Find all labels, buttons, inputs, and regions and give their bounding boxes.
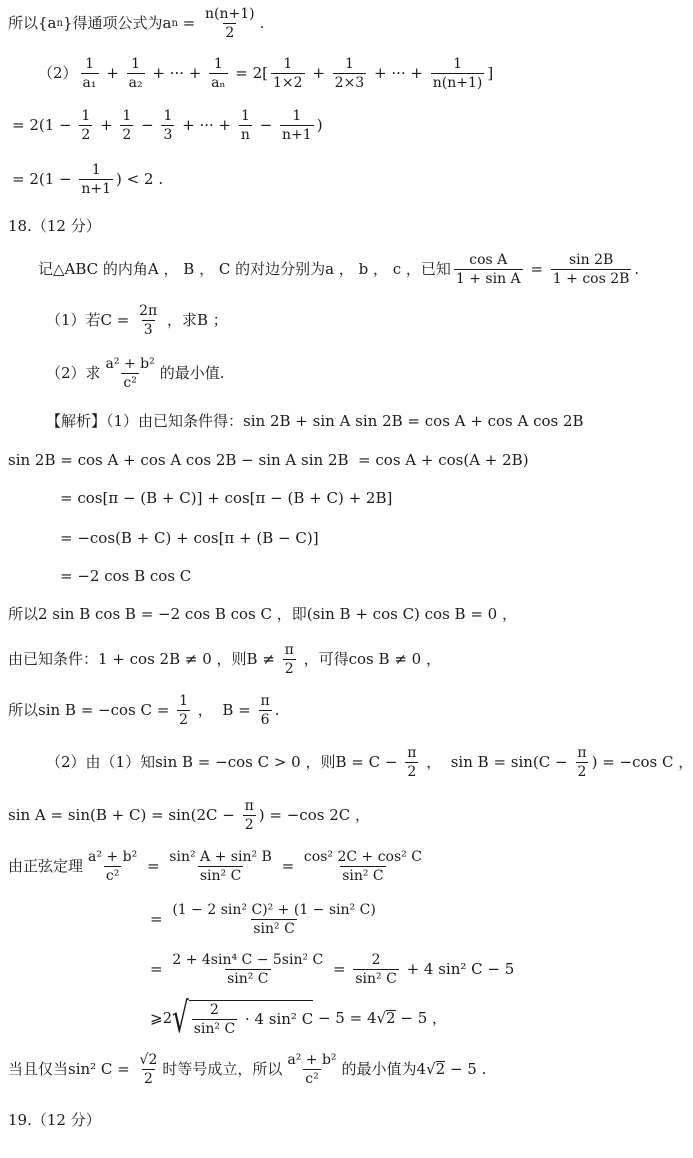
text: 所以sin B = −cos C = (8, 700, 175, 719)
fraction (405, 745, 418, 780)
fraction (138, 1052, 160, 1087)
text: 当且仅当sin² C = (8, 1059, 135, 1078)
text: = (328, 959, 351, 978)
fraction (170, 952, 325, 987)
text: ⩾2 (150, 1008, 173, 1027)
text: = −2 cos B cos C (60, 567, 192, 585)
text: 时等号成立，所以 (162, 1059, 283, 1078)
radicand (189, 1000, 313, 1037)
denominator: c² (105, 868, 120, 885)
text: + 4 sin² C − 5 (401, 959, 515, 978)
numerator: cos² 2C + cos² C (303, 849, 422, 865)
fraction (177, 693, 190, 728)
numerator: 2 + 4sin⁴ C − 5sin² C (172, 952, 324, 968)
text: + ··· + (177, 115, 236, 134)
text: − 5 ， (395, 1008, 448, 1027)
text: . (634, 259, 640, 278)
formula-line-4 (12, 162, 163, 197)
fraction (203, 6, 257, 41)
square-root (426, 1061, 445, 1078)
numerator: sin² A + sin² B (169, 849, 272, 865)
text: （1）若C = (46, 310, 135, 329)
numerator: 1 (163, 108, 173, 124)
text: 【解析】（1）由已知条件得：sin 2B + sin A sin 2B = cos A + cos A cos 2B (46, 412, 584, 430)
denominator: sin² C (227, 971, 269, 988)
fraction (333, 56, 367, 91)
text: 所以2 sin B cos B = −2 cos B cos C ，即(sin B + cos C) cos B = 0 ， (8, 605, 517, 623)
denominator: sin² C (342, 868, 384, 885)
solution-line-12 (60, 530, 319, 547)
denominator: n+1 (81, 181, 112, 198)
text: sin 2B = cos A + cos A cos 2B − sin A sin 2B = cos A + cos(A + 2B) (8, 451, 529, 469)
denominator: sin² C (193, 1021, 236, 1038)
text: 记△ABC 的内角A ， B ， C 的对边分别为a ， b ， c ，已知 (38, 259, 451, 278)
text: = −cos(B + C) + cos[π + (B − C)] (60, 529, 319, 547)
denominator: 1 + cos 2B (552, 271, 630, 288)
numerator: 1 (179, 693, 189, 709)
fraction (161, 108, 174, 143)
solution-line-15 (8, 642, 441, 677)
fraction (81, 56, 99, 91)
fraction (79, 162, 113, 197)
numerator: 1 (283, 56, 293, 72)
square-root (376, 1010, 395, 1027)
numerator: 1 (81, 108, 91, 124)
numerator: sin 2B (568, 252, 614, 268)
denominator: c² (123, 375, 137, 392)
denominator: 3 (163, 127, 173, 144)
fraction (120, 108, 133, 143)
numerator: a² + b² (105, 356, 155, 372)
fraction (209, 56, 227, 91)
text: 19.（12 分） (8, 1111, 101, 1129)
numerator: n(n+1) (205, 6, 255, 22)
square-root (172, 994, 314, 1043)
fraction (127, 56, 145, 91)
text: 所以{a (8, 13, 57, 32)
text: + ··· + (147, 63, 207, 82)
denominator: 2 (225, 25, 235, 42)
fraction (239, 108, 252, 143)
fraction (243, 798, 256, 833)
numerator: 1 (91, 162, 101, 178)
fraction (302, 849, 424, 884)
denominator: 6 (260, 712, 270, 729)
denominator: sin² C (355, 971, 397, 988)
numerator: π (260, 693, 270, 709)
text: ) < 2 . (116, 169, 164, 188)
formula-line-3 (12, 108, 323, 143)
fraction (271, 56, 305, 91)
text: 的最小值为4 (341, 1059, 427, 1078)
fraction (137, 303, 159, 338)
numerator: 1 (131, 56, 141, 72)
solution-line-13 (60, 568, 191, 585)
denominator: sin² C (253, 921, 295, 938)
fraction (280, 108, 314, 143)
text: 由正弦定理 (8, 856, 84, 875)
fraction (104, 356, 157, 391)
text: = (525, 259, 548, 278)
fraction (283, 642, 296, 677)
text: = (276, 856, 299, 875)
problem-19-header (8, 1112, 101, 1129)
denominator: n (240, 127, 250, 144)
fraction (551, 252, 632, 287)
problem-18-part-2 (46, 356, 225, 391)
solution-part-2-line-5 (150, 952, 514, 987)
solution-intro (46, 413, 584, 430)
text: ， sin B = sin(C − (421, 752, 573, 771)
text: · 4 sin² C (240, 1009, 314, 1028)
denominator: 2 (122, 127, 132, 144)
denominator: c² (305, 1071, 319, 1088)
fraction (285, 1052, 338, 1087)
denominator: a₁ (82, 75, 97, 92)
denominator: 2 (143, 1071, 153, 1088)
text: ] (487, 63, 494, 82)
solution-line-16 (8, 693, 279, 728)
denominator: 1×2 (273, 75, 303, 92)
text: ，可得cos B ≠ 0 ， (298, 649, 441, 668)
problem-18-part-1 (46, 303, 228, 338)
denominator: 2 (407, 764, 417, 781)
solution-line-14 (8, 606, 517, 623)
radicand: 2 (386, 1009, 396, 1028)
text: = 2[ (230, 63, 269, 82)
text: sin A = sin(B + C) = sin(2C − (8, 805, 240, 824)
text: = (150, 959, 168, 978)
text: + (101, 63, 124, 82)
denominator: aₙ (211, 75, 226, 92)
text: = (177, 13, 201, 32)
text: （2） (38, 63, 78, 82)
fraction (575, 745, 588, 780)
text: （2）由（1）知sin B = −cos C > 0 ，则B = C − (46, 752, 403, 771)
solution-part-2-line-3 (8, 849, 427, 884)
text: ) = −cos C ， (591, 752, 693, 771)
denominator: 2 (81, 127, 91, 144)
fraction (353, 952, 398, 987)
text: = (150, 909, 168, 928)
numerator: a² + b² (88, 849, 138, 865)
text: 的最小值. (159, 363, 225, 382)
numerator: 2 (371, 952, 381, 968)
radical-sign-icon: √ (376, 1008, 387, 1027)
text: + (95, 115, 118, 134)
denominator: 2 (577, 764, 587, 781)
radical-sign-icon: √ (172, 994, 189, 1043)
solution-line-11 (60, 490, 392, 507)
text: + (307, 63, 330, 82)
problem-18-statement (38, 252, 639, 287)
text: ) (316, 115, 323, 134)
denominator: 2 (284, 661, 294, 678)
numerator: 1 (344, 56, 354, 72)
text: . (259, 13, 265, 32)
numerator: 1 (292, 108, 302, 124)
numerator: 1 (213, 56, 223, 72)
text: = 2(1 − (12, 169, 77, 188)
text: − (254, 115, 278, 134)
solution-line-10 (8, 452, 529, 469)
text: = 2(1 − (12, 115, 77, 134)
text: 18.（12 分） (8, 217, 101, 235)
text: − 5 . (445, 1059, 487, 1078)
numerator: √2 (139, 1052, 158, 1068)
solution-part-2-line-1 (46, 745, 693, 780)
numerator: π (284, 642, 294, 658)
fraction (454, 252, 523, 287)
denominator: 3 (143, 322, 153, 339)
fraction (192, 1002, 237, 1037)
text: − 5 = 4 (313, 1008, 377, 1027)
fraction (170, 902, 377, 937)
text: ，求B ； (162, 310, 228, 329)
numerator: π (407, 745, 417, 761)
numerator: a² + b² (287, 1052, 337, 1068)
denominator: n(n+1) (432, 75, 483, 92)
solution-conclusion (8, 1052, 486, 1087)
fraction (258, 693, 271, 728)
radical-sign-icon: √ (426, 1059, 436, 1078)
text: 由已知条件：1 + cos 2B ≠ 0 ，则B ≠ (8, 649, 280, 668)
formula-line-1 (8, 6, 264, 41)
fraction (431, 56, 485, 91)
subscript: n (56, 17, 63, 29)
denominator: 1 + sin A (455, 271, 521, 288)
solution-part-2-line-2 (8, 798, 370, 833)
numerator: (1 − 2 sin² C)² + (1 − sin² C) (172, 902, 376, 918)
text: = (142, 856, 165, 875)
subscript: n (171, 17, 178, 29)
numerator: π (577, 745, 587, 761)
denominator: a₂ (128, 75, 143, 92)
numerator: 1 (240, 108, 250, 124)
denominator: 2 (244, 817, 254, 834)
numerator: 1 (85, 56, 94, 72)
text: }得通项公式为a (62, 13, 172, 32)
fraction (167, 849, 274, 884)
numerator: cos A (469, 252, 508, 268)
solution-part-2-line-6 (150, 994, 448, 1043)
denominator: sin² C (199, 868, 242, 885)
text: ) = −cos 2C ， (258, 805, 370, 824)
fraction (86, 849, 139, 884)
denominator: 2×3 (334, 75, 365, 92)
numerator: 2π (139, 303, 158, 319)
text: . (274, 700, 280, 719)
problem-18-header (8, 218, 101, 235)
text: = cos[π − (B + C)] + cos[π − (B + C) + 2B] (60, 489, 393, 507)
denominator: 2 (179, 712, 189, 729)
numerator: 1 (453, 56, 462, 72)
text: ， B = (193, 700, 256, 719)
numerator: π (244, 798, 254, 814)
numerator: 2 (209, 1002, 219, 1018)
text: （2）求 (46, 363, 101, 382)
radicand: 2 (435, 1060, 446, 1079)
formula-line-2 (38, 56, 493, 91)
solution-part-2-line-4 (150, 902, 381, 937)
text: − (136, 115, 159, 134)
fraction (79, 108, 92, 143)
numerator: 1 (122, 108, 132, 124)
denominator: n+1 (282, 127, 312, 144)
text: + ··· + (369, 63, 428, 82)
